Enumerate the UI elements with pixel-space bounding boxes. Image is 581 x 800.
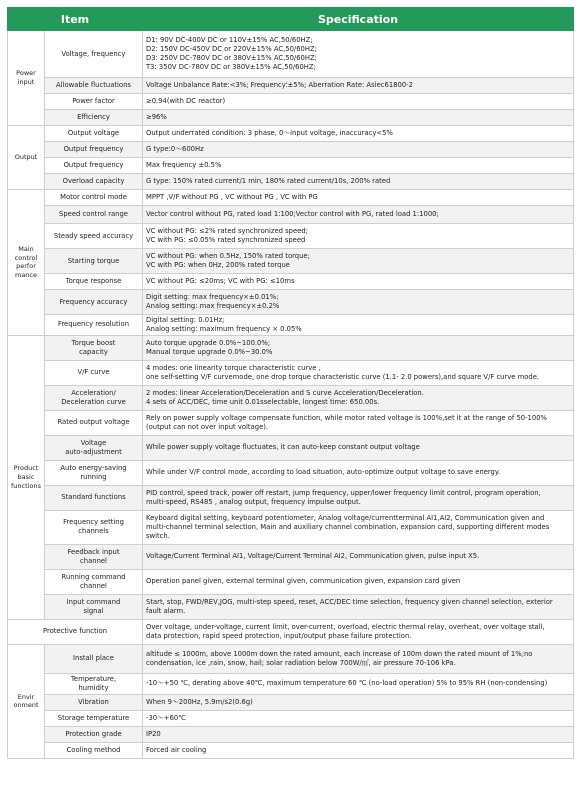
specification-header: Specification — [143, 8, 574, 31]
spec-cell: Voltage Unbalance Rate:<3%; Frequency:±5%; Aberration Rate: Asiec61800-2 — [143, 78, 574, 94]
table-row — [8, 249, 574, 274]
specification-table — [7, 7, 574, 759]
item-cell: Output frequency — [45, 158, 143, 174]
table-row — [8, 206, 574, 224]
item-cell: Output voltage — [45, 126, 143, 142]
item-cell: Power factor — [45, 94, 143, 110]
item-cell: Install place — [45, 644, 143, 673]
spec-cell: Max frequency ±0.5% — [143, 158, 574, 174]
table-row — [8, 460, 574, 485]
table-row — [8, 290, 574, 315]
item-cell: Voltage auto-adjustment — [45, 435, 143, 460]
item-cell: Overload capacity — [45, 174, 143, 190]
category-cell: Main control perfor mance — [8, 190, 45, 336]
item-header: Item — [8, 8, 143, 31]
table-body — [8, 31, 574, 759]
table-row — [8, 126, 574, 142]
table-row — [8, 435, 574, 460]
item-cell: Allowable fluctuations — [45, 78, 143, 94]
table-row — [8, 673, 574, 694]
item-cell: Starting torque — [45, 249, 143, 274]
item-cell: V/F curve — [45, 360, 143, 385]
spec-cell: PID control, speed track, power off restart, jump frequency, upper/lower frequency limit control, program operation, multi-speed, RS485 , analog output, frequency impulse output. — [143, 485, 574, 510]
spec-cell: -10～+50 ℃, derating above 40℃, maximum temperature 60 ℃ (no-load operation) 5% to 95% RH (non-condensing) — [143, 673, 574, 694]
item-cell: Auto energy-saving running — [45, 460, 143, 485]
spec-cell: 4 modes: one linearity torque characteristic curve , one self-setting V/F curvemode, one drop torque characteristic curve (1.1- 2.0 powers),and square V/F curve mode. — [143, 360, 574, 385]
category-cell: Envir onment — [8, 644, 45, 758]
spec-cell: While under V/F control mode, according to load situation, auto-optimize output voltage to save energy. — [143, 460, 574, 485]
spec-cell: 2 modes: linear Acceleration/Deceleration and S curve Acceleration/Deceleration. 4 sets of ACC/DEC, time unit 0.01sselectable, longest time: 650.00s. — [143, 385, 574, 410]
item-cell: Protection grade — [45, 726, 143, 742]
table-row — [8, 94, 574, 110]
table-row — [8, 274, 574, 290]
item-cell: Vibration — [45, 694, 143, 710]
table-row — [8, 594, 574, 619]
spec-cell: MPPT ,V/F without PG , VC without PG , VC with PG — [143, 190, 574, 206]
spec-cell: G type:0～600Hz — [143, 142, 574, 158]
spec-cell: Keyboard digital setting, keyboard potentiometer, Analog voltage/currentterminal AI1,AI2, Communication given and multi-channel terminal selection, Main and auxiliary channel combination, expansion card, supporting different modes switch. — [143, 510, 574, 544]
table-row — [8, 485, 574, 510]
category-cell: Protective function — [8, 619, 143, 644]
item-cell: Rated output voltage — [45, 410, 143, 435]
table-header — [8, 8, 574, 31]
spec-cell: When 9～200Hz, 5.9m/s2(0.6g) — [143, 694, 574, 710]
spec-cell: Digital setting: 0.01Hz; Analog setting: maximum frequency × 0.05% — [143, 315, 574, 336]
item-cell: Storage temperature — [45, 710, 143, 726]
item-cell: Frequency accuracy — [45, 290, 143, 315]
spec-cell: Vector control without PG, rated load 1:100;Vector control with PG, rated load 1:1000; — [143, 206, 574, 224]
table-row — [8, 78, 574, 94]
spec-table-container — [7, 7, 574, 759]
item-cell: Voltage, frequency — [45, 31, 143, 78]
item-cell: Frequency setting channels — [45, 510, 143, 544]
item-cell: Motor control mode — [45, 190, 143, 206]
spec-cell: Voltage/Current Terminal AI1, Voltage/Current Terminal AI2, Communication given, pulse input X5. — [143, 544, 574, 569]
table-row — [8, 410, 574, 435]
table-row — [8, 510, 574, 544]
table-row — [8, 315, 574, 336]
spec-cell: Rely on power supply voltage compensate function, while motor rated voltage is 100%,set it at the range of 50-100% (output can not over input voltage). — [143, 410, 574, 435]
table-row — [8, 360, 574, 385]
spec-cell: Forced air cooling — [143, 742, 574, 758]
spec-cell: VC without PG: when 0.5Hz, 150% rated torque; VC with PG: when 0Hz, 200% rated torque — [143, 249, 574, 274]
table-row — [8, 224, 574, 249]
item-cell: Output frequency — [45, 142, 143, 158]
item-cell: Running command channel — [45, 569, 143, 594]
spec-cell: Auto torque upgrade 0.0%~100.0%; Manual torque upgrade 0.0%~30.0% — [143, 335, 574, 360]
spec-cell: D1: 90V DC-400V DC or 110V±15% AC,50/60HZ; D2: 150V DC-450V DC or 220V±15% AC,50/60HZ; D3: 250V DC-780V DC or 380V±15% AC,50/60HZ; T3: 350V DC-780V DC or 380V±15% AC,50/60HZ; — [143, 31, 574, 78]
item-cell: Efficiency — [45, 110, 143, 126]
table-row — [8, 142, 574, 158]
table-row — [8, 110, 574, 126]
spec-cell: VC without PG: ≤2% rated synchronized speed; VC with PG: ≤0.05% rated synchronized speed — [143, 224, 574, 249]
table-row — [8, 158, 574, 174]
spec-cell: Digit setting: max frequency×±0.01%; Analog setting: max frequency×±0.2% — [143, 290, 574, 315]
item-cell: Speed control range — [45, 206, 143, 224]
table-row — [8, 385, 574, 410]
table-row — [8, 644, 574, 673]
item-cell: Cooling method — [45, 742, 143, 758]
item-cell: Acceleration/ Deceleration curve — [45, 385, 143, 410]
table-row — [8, 569, 574, 594]
table-row — [8, 190, 574, 206]
spec-cell: Output underrated condition: 3 phase, 0～input voltage, inaccuracy<5% — [143, 126, 574, 142]
spec-cell: Operation panel given, external terminal given, communication given, expansion card given — [143, 569, 574, 594]
table-row — [8, 335, 574, 360]
table-row — [8, 544, 574, 569]
spec-cell: altitude ≤ 1000m, above 1000m down the rated amount, each increase of 100m down the rated mount of 1%;no condensation, ice ,rain, snow, hail; solar radiation below 700W/㎡, air pressure 70-106 kPa. — [143, 644, 574, 673]
table-row — [8, 174, 574, 190]
item-cell: Steady speed accuracy — [45, 224, 143, 249]
table-row — [8, 694, 574, 710]
item-cell: Feedback input channel — [45, 544, 143, 569]
category-cell: Product basic functions — [8, 335, 45, 619]
spec-cell: VC without PG: ≤20ms; VC with PG: ≤10ms — [143, 274, 574, 290]
item-cell: Input command signal — [45, 594, 143, 619]
table-row — [8, 619, 574, 644]
spec-cell: While power supply voltage fluctuates, it can auto-keep constant output voltage — [143, 435, 574, 460]
item-cell: Frequency resolution — [45, 315, 143, 336]
spec-cell: ≥0.94(with DC reactor) — [143, 94, 574, 110]
table-row — [8, 726, 574, 742]
spec-cell: Over voltage, under-voltage, current limit, over-current, overload, electric thermal relay, overheat, over voltage stall, data protection, rapid speed protection, input/output phase failure protection. — [143, 619, 574, 644]
spec-cell: IP20 — [143, 726, 574, 742]
table-row — [8, 710, 574, 726]
category-cell: Output — [8, 126, 45, 190]
spec-cell: ≥96% — [143, 110, 574, 126]
spec-cell: G type: 150% rated current/1 min, 180% rated current/10s, 200% rated — [143, 174, 574, 190]
spec-cell: Start, stop, FWD/REV,JOG, multi-step speed, reset, ACC/DEC time selection, frequency given channel selection, exterior fault alarm. — [143, 594, 574, 619]
item-cell: Torque boost capacity — [45, 335, 143, 360]
table-row — [8, 31, 574, 78]
item-cell: Standard functions — [45, 485, 143, 510]
category-cell: Power input — [8, 31, 45, 126]
spec-cell: -30～+60℃ — [143, 710, 574, 726]
table-row — [8, 742, 574, 758]
item-cell: Temperature, humidity — [45, 673, 143, 694]
item-cell: Torque response — [45, 274, 143, 290]
